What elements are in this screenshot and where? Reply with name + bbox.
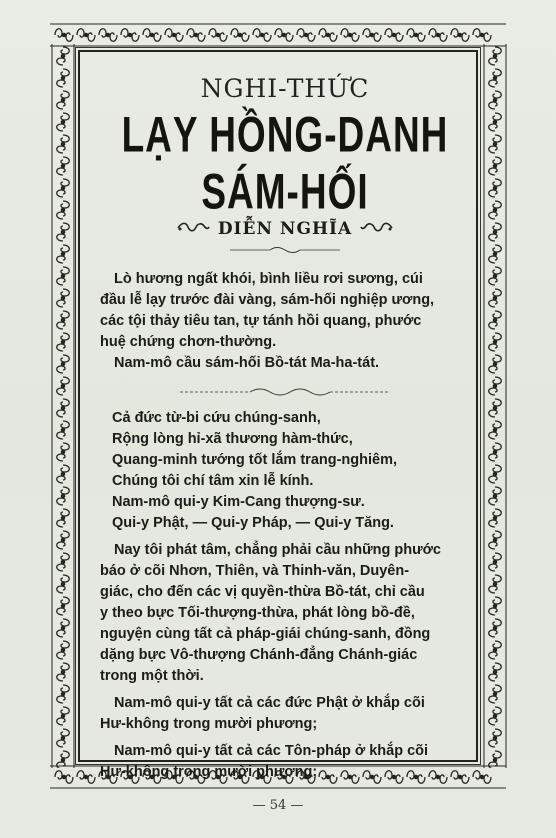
page-number: — 54 — [252,798,304,813]
ornamental-border-left [50,44,76,768]
divider-wave-icon [100,386,470,398]
paragraph-3-line: Nam-mô qui-y tất cả các đức Phật ở khắp cõi [114,695,425,711]
title-line-1: NGHI-THỨC [200,74,370,103]
paragraph-1 [100,269,470,374]
ornamental-border-top [50,22,506,48]
paragraph-2-line: dặng bực Vô-thượng Chánh-đẳng Chánh-giác [100,647,418,663]
paragraph-4 [100,741,470,783]
paragraph-1-line: huệ chứng chơn-thường. [100,334,277,350]
flourish-left-icon [176,220,210,238]
page-content [100,60,470,783]
paragraph-1-line: Lò hương ngất khói, bình liều rơi sương, cúi [114,271,423,287]
paragraph-3-line: Hư-không trong mười phương; [100,716,318,732]
invocation-1: Nam-mô cầu sám-hối Bồ-tát Ma-ha-tát. [114,355,380,371]
verse-line: Chúng tôi chí tâm xin lễ kính. [112,473,314,489]
paragraph-2-line: trong một thời. [100,668,204,684]
verse-line: Qui-y Phật, — Qui-y Pháp, — Qui-y Tăng. [112,515,394,531]
ornamental-border-right [482,44,508,768]
paragraph-2 [100,540,470,687]
paragraph-4-line: Hư-không trong mười phương; [100,764,318,780]
paragraph-2-line: Nay tôi phát tâm, chẳng phải cầu những phước [114,542,441,558]
verse-block [100,408,470,534]
paragraph-2-line: giác, cho đến các vị quyền-thừa Bồ-tát, chỉ cầu [100,584,425,600]
divider-small-icon [100,245,470,255]
verse-line: Quang-minh tướng tốt lắm trang-nghiêm, [112,452,398,468]
paragraph-2-line: nguyện cùng tất cả pháp-giái chúng-sanh, đồng [100,626,431,642]
paragraph-2-line: y theo bực Tối-thượng-thừa, phát lòng bồ-đề, [100,605,415,621]
paragraph-1-line: đầu lễ lạy trước đài vàng, sám-hối nghiệp ương, [100,292,435,308]
subtitle-row [100,219,470,239]
paragraph-2-line: báo ở cõi Nhơn, Thiên, và Thinh-văn, Duyên- [100,563,410,579]
paragraph-3 [100,693,470,735]
subtitle: DIỄN NGHĨA [217,219,353,239]
paragraph-1-line: các tội thảy tiêu tan, tự tánh hồi quang, phước [100,313,422,329]
verse-line: Cả đức từ-bi cứu chúng-sanh, [112,410,321,426]
main-title: LẠY HỒNG-DANH SÁM-HỐI [121,107,449,220]
verse-line: Nam-mô qui-y Kim-Cang thượng-sư. [112,494,365,510]
verse-line: Rộng lòng hỉ-xã thương hàm-thức, [112,431,353,447]
flourish-right-icon [360,220,394,238]
paragraph-4-line: Nam-mô qui-y tất cả các Tôn-pháp ở khắp cõi [114,743,429,759]
